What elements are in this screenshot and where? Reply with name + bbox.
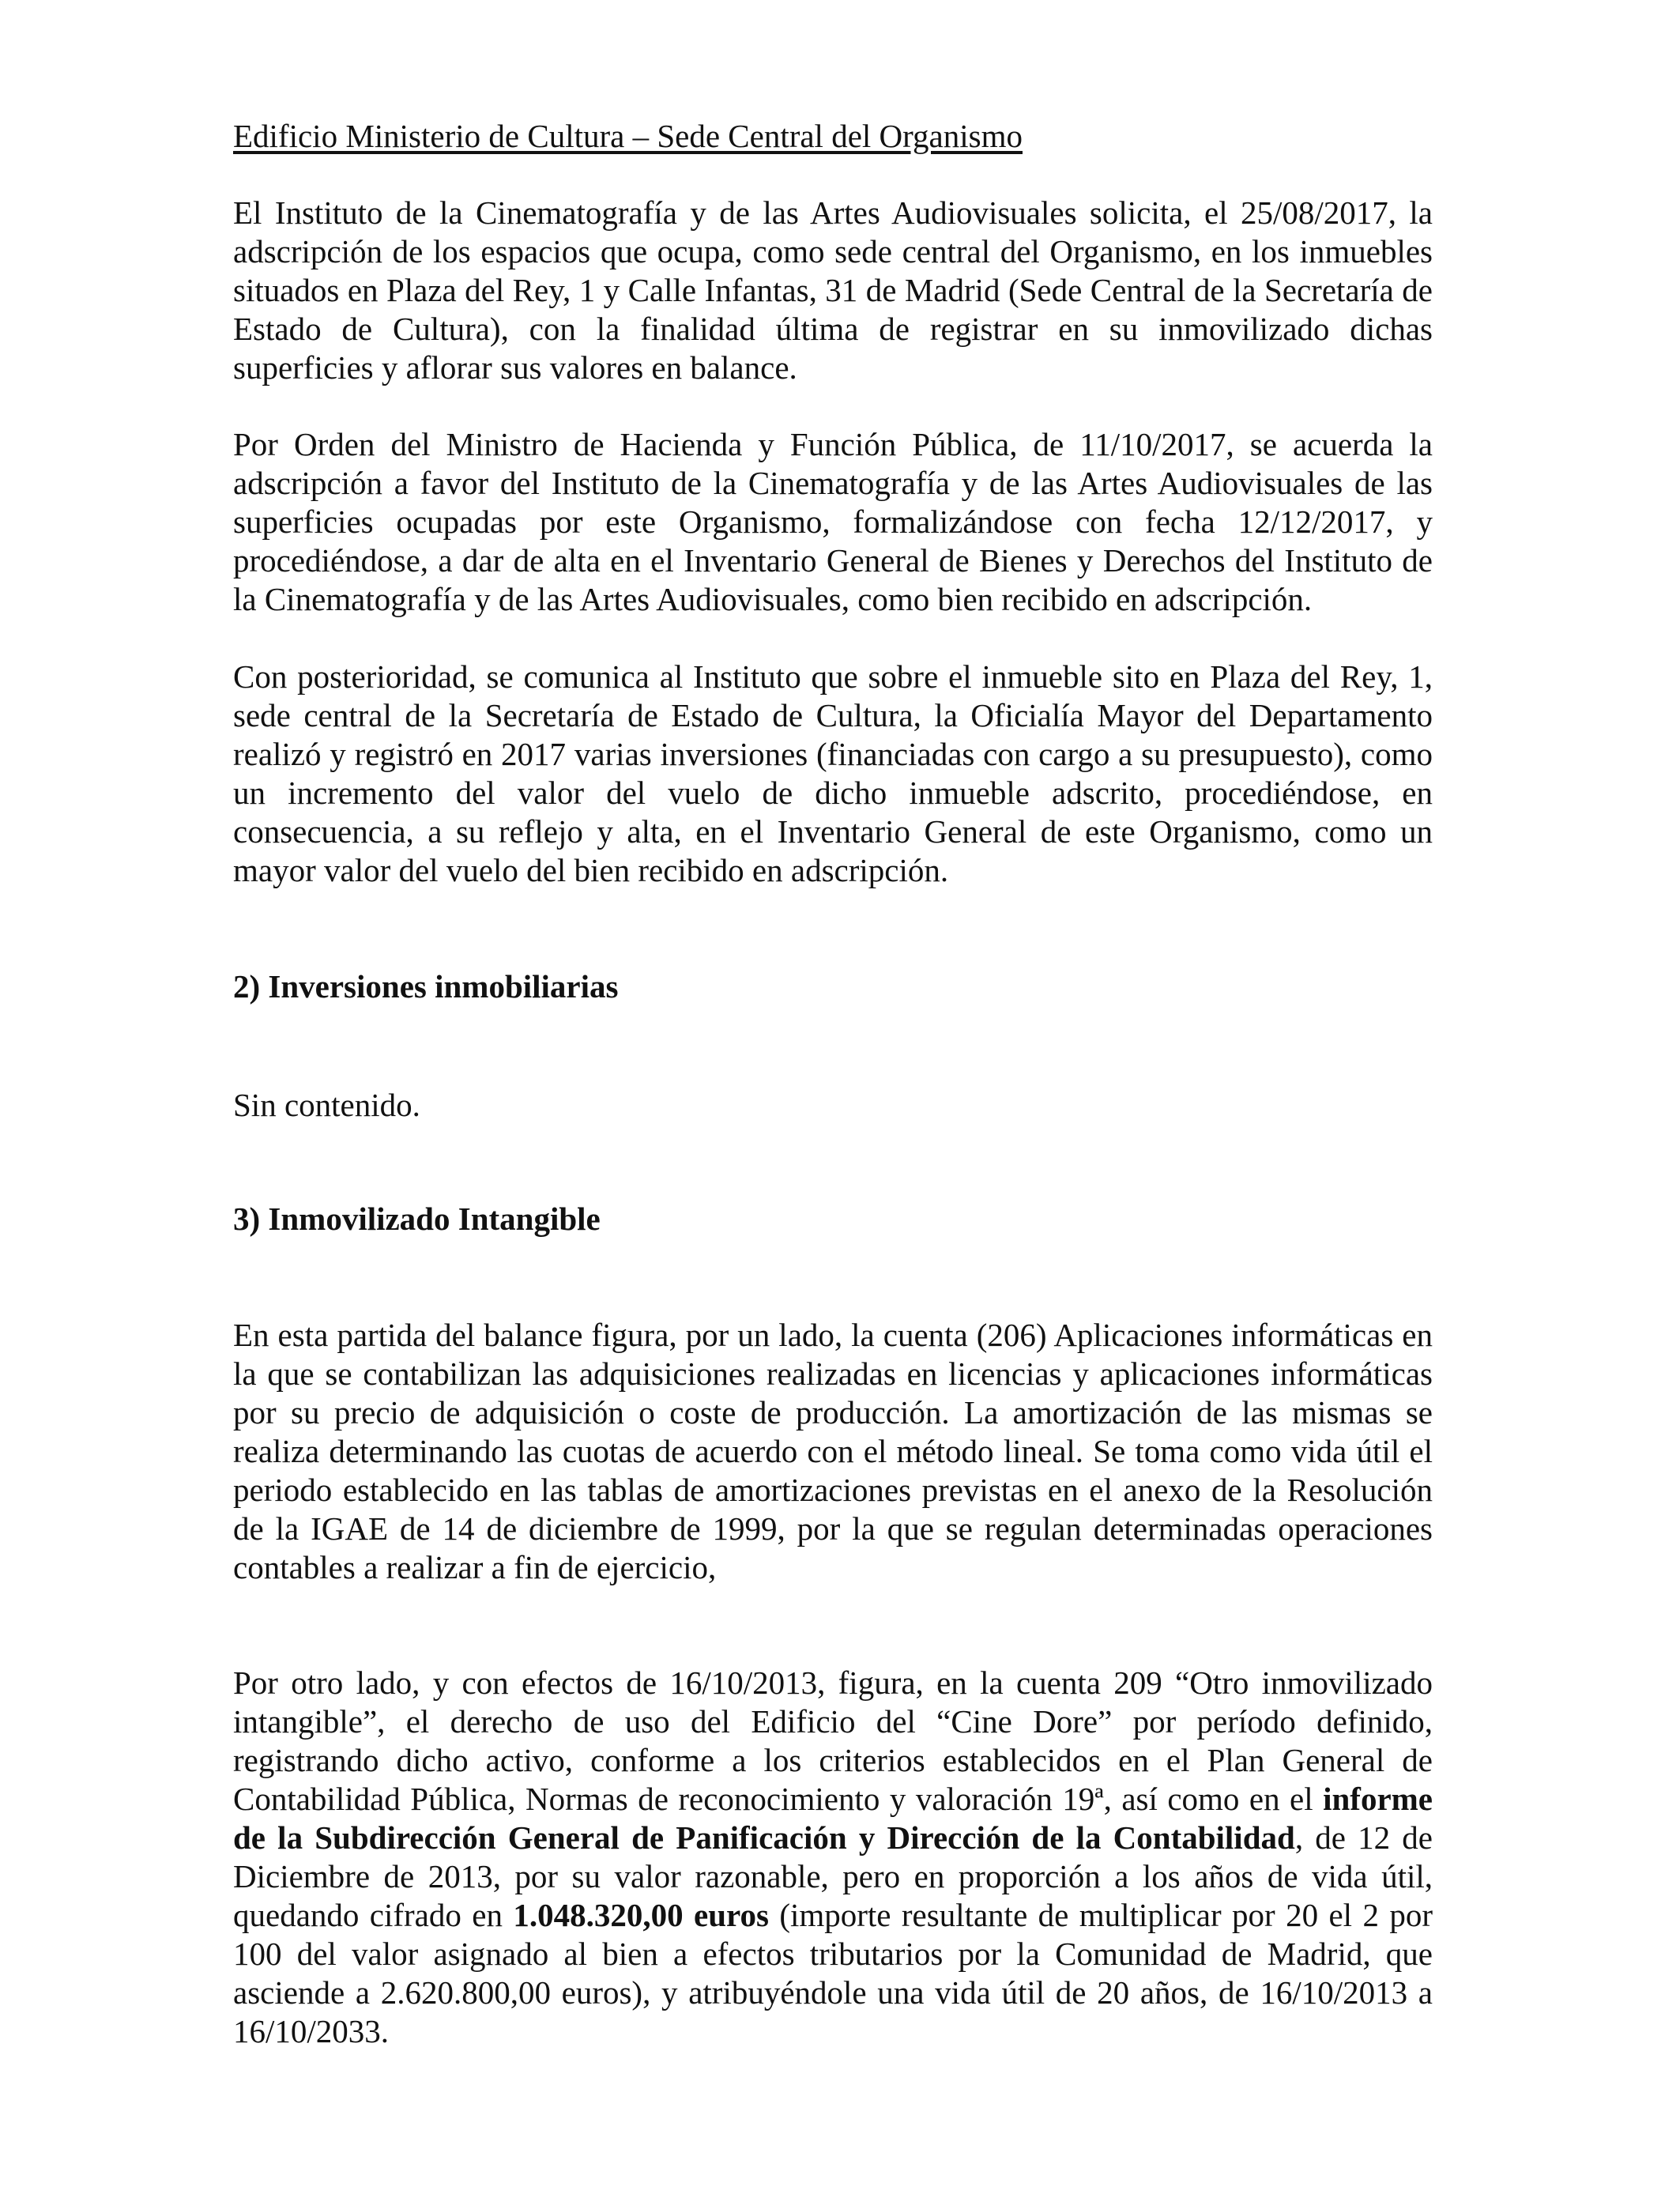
informe-subdireccion-bold: informe de la Subdirección General de Panificación y Dirección de la Contabilidad	[233, 1781, 1433, 1856]
cine-dore-text-part3: (importe resultante de multiplicar por 20 el 2 por 100 del valor asignado al bien a efectos tributarios por la Comunidad de Madrid, que asciende a 2.620.800,00 euros), y atribuyéndole una vida útil de 20 años, de 16/10/2013 a 16/10/2033.	[233, 1897, 1433, 2049]
cine-dore-text-part1: Por otro lado, y con efectos de 16/10/2013, figura, en la cuenta 209 “Otro inmovilizado intangible”, el derecho de uso del Edificio del “Cine Dore” por período definido, registrando dicho activo, conforme a los criterios establecidos en el Plan General de Contabilidad Pública, Normas de reconocimiento y valoración 19ª, así como en el	[233, 1664, 1433, 1817]
paragraph-aplicaciones-informaticas: En esta partida del balance figura, por un lado, la cuenta (206) Aplicaciones informáticas en la que se contabilizan las adquisiciones realizadas en licencias y aplicaciones informáticas por su precio de adquisición o coste de producción. La amortización de las mismas se realiza determinando las cuotas de acuerdo con el método lineal. Se toma como vida útil el periodo establecido en las tablas de amortizaciones previstas en el anexo de la Resolución de la IGAE de 14 de diciembre de 1999, por la que se regulan determinadas operaciones contables a realizar a fin de ejercicio,	[233, 1317, 1433, 1585]
paragraph-cine-dore	[233, 1664, 1433, 2051]
paragraph-adscripcion-solicitud: El Instituto de la Cinematografía y de las Artes Audiovisuales solicita, el 25/08/2017, la adscripción de los espacios que ocupa, como sede central del Organismo, en los inmuebles situados en Plaza del Rey, 1 y Calle Infantas, 31 de Madrid (Sede Central de la Secretaría de Estado de Cultura), con la finalidad última de registrar en su inmovilizado dichas superficies y aflorar sus valores en balance.	[233, 194, 1433, 386]
paragraph-orden-ministro: Por Orden del Ministro de Hacienda y Función Pública, de 11/10/2017, se acuerda la adscripción a favor del Instituto de la Cinematografía y de las Artes Audiovisuales de las superficies ocupadas por este Organismo, formalizándose con fecha 12/12/2017, y procediéndose, a dar de alta en el Inventario General de Bienes y Derechos del Instituto de la Cinematografía y de las Artes Audiovisuales, como bien recibido en adscripción.	[233, 426, 1433, 617]
section-heading-inversiones-inmobiliarias: 2) Inversiones inmobiliarias	[233, 968, 619, 1005]
document-title: Edificio Ministerio de Cultura – Sede Central del Organismo	[233, 118, 1023, 154]
importe-euros-bold: 1.048.320,00 euros	[513, 1897, 769, 1933]
section-heading-inmovilizado-intangible: 3) Inmovilizado Intangible	[233, 1201, 601, 1237]
cine-dore-text-part2: , de 12 de Diciembre de 2013, por su valor razonable, pero en proporción a los años de vida útil, quedando cifrado en	[233, 1819, 1433, 1933]
paragraph-inversiones-oficialia: Con posterioridad, se comunica al Instituto que sobre el inmueble sito en Plaza del Rey, 1, sede central de la Secretaría de Estado de Cultura, la Oficialía Mayor del Departamento realizó y registró en 2017 varias inversiones (financiadas con cargo a su presupuesto), como un incremento del valor del vuelo de dicho inmueble adscrito, procediéndose, en consecuencia, a su reflejo y alta, en el Inventario General de este Organismo, como un mayor valor del vuelo del bien recibido en adscripción.	[233, 658, 1433, 888]
section-body-sin-contenido: Sin contenido.	[233, 1087, 420, 1123]
